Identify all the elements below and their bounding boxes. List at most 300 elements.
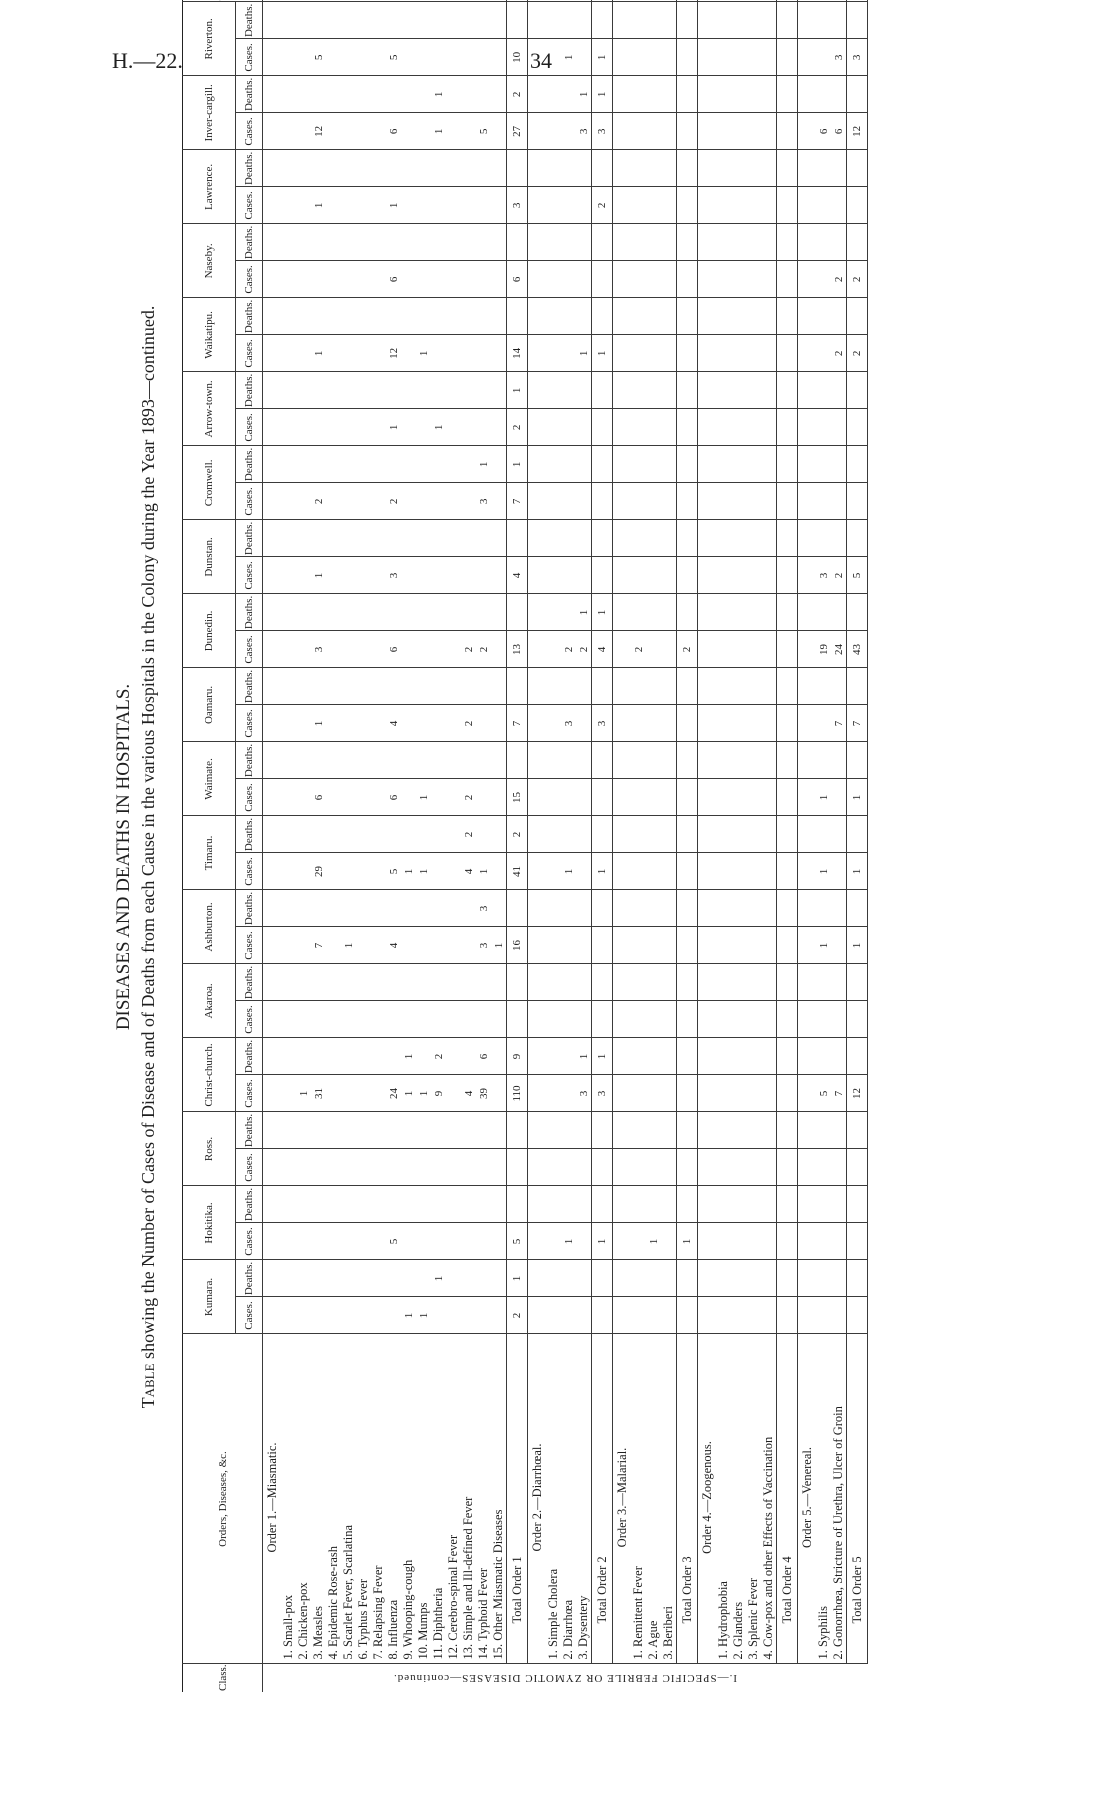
deaths-cell [311, 594, 326, 631]
total-cases-cell [816, 0, 831, 2]
cases-subheader [236, 409, 263, 446]
order-heading-row [528, 0, 547, 1692]
cases-cell [326, 483, 341, 520]
empty-cell [528, 1001, 547, 1038]
cases-cell [777, 187, 798, 224]
deaths-cell [592, 890, 613, 927]
deaths-cell [281, 742, 296, 779]
deaths-cell [561, 594, 576, 631]
cases-cell [677, 1001, 698, 1038]
cases-cell [847, 1297, 868, 1334]
cases-cell [431, 335, 446, 372]
deaths-cell [561, 76, 576, 113]
cases-cell [326, 705, 341, 742]
deaths-subheader-text: Deaths. [243, 743, 255, 778]
deaths-cell [491, 2, 507, 39]
cases-cell [281, 1149, 296, 1186]
empty-cell [798, 594, 817, 631]
deaths-cell [561, 890, 576, 927]
cases-cell [777, 483, 798, 520]
empty-cell [698, 779, 717, 816]
cases-cell [431, 39, 446, 76]
row-label: 2. Diarrhœa [561, 1334, 576, 1664]
hospital-header [183, 964, 236, 1038]
empty-cell [698, 2, 717, 39]
deaths-cell [386, 150, 401, 187]
cases-cell [341, 187, 356, 224]
row-label: Total Order 4 [777, 1334, 798, 1664]
deaths-cell [816, 224, 831, 261]
cases-cell [576, 409, 592, 446]
empty-cell [528, 113, 547, 150]
cases-cell [341, 705, 356, 742]
deaths-cell [716, 1038, 731, 1075]
deaths-cell: 1 [592, 1038, 613, 1075]
deaths-cell [431, 298, 446, 335]
empty-cell [613, 224, 632, 261]
deaths-cell [677, 594, 698, 631]
deaths-cell [507, 1112, 528, 1149]
deaths-cell [311, 520, 326, 557]
total-cases-cell [311, 0, 326, 2]
hospital-header-text: Timaru. [203, 835, 215, 871]
cases-cell [341, 1297, 356, 1334]
deaths-cell [661, 372, 677, 409]
deaths-cell [446, 1186, 461, 1223]
deaths-cell [461, 890, 476, 927]
deaths-cell [731, 964, 746, 1001]
deaths-cell [281, 594, 296, 631]
cases-cell [731, 1297, 746, 1334]
cases-cell [461, 335, 476, 372]
cases-cell: 3 [476, 483, 491, 520]
deaths-subheader-text: Deaths. [243, 595, 255, 630]
cases-cell [746, 1075, 761, 1112]
empty-cell [798, 1297, 817, 1334]
cases-cell: 4 [386, 927, 401, 964]
deaths-cell [716, 1260, 731, 1297]
cases-cell: 1 [341, 927, 356, 964]
deaths-cell [646, 964, 661, 1001]
deaths-cell: 9 [507, 1038, 528, 1075]
cases-cell [326, 335, 341, 372]
deaths-cell [341, 1112, 356, 1149]
deaths-subheader-text: Deaths. [243, 1113, 255, 1148]
cases-cell [546, 779, 561, 816]
deaths-cell [281, 372, 296, 409]
cases-cell [341, 1075, 356, 1112]
deaths-cell [576, 372, 592, 409]
deaths-cell [461, 1186, 476, 1223]
empty-cell [263, 631, 282, 668]
cases-cell [661, 187, 677, 224]
hospital-header-text: Naseby. [203, 243, 215, 279]
deaths-cell [746, 668, 761, 705]
cases-cell [341, 557, 356, 594]
cases-cell [431, 705, 446, 742]
cases-cell [446, 335, 461, 372]
empty-cell [798, 335, 817, 372]
deaths-cell [576, 1112, 592, 1149]
deaths-cell [416, 76, 431, 113]
deaths-cell [416, 1260, 431, 1297]
empty-cell [698, 372, 717, 409]
deaths-cell [631, 1038, 646, 1075]
deaths-cell [631, 520, 646, 557]
cases-cell: 5 [386, 39, 401, 76]
deaths-cell [416, 964, 431, 1001]
cases-cell: 7 [507, 483, 528, 520]
cases-cell [416, 261, 431, 298]
cases-cell [661, 1001, 677, 1038]
deaths-cell [761, 372, 777, 409]
cases-cell: 1 [561, 853, 576, 890]
deaths-cell [431, 2, 446, 39]
deaths-cell [296, 1112, 311, 1149]
empty-cell [528, 964, 547, 1001]
deaths-cell [371, 668, 386, 705]
empty-cell [698, 742, 717, 779]
deaths-cell [431, 890, 446, 927]
deaths-cell [461, 742, 476, 779]
cases-cell [461, 261, 476, 298]
deaths-cell [746, 1112, 761, 1149]
deaths-cell [847, 1186, 868, 1223]
cases-cell: 6 [386, 113, 401, 150]
cases-cell [546, 335, 561, 372]
cases-cell [341, 483, 356, 520]
cases-cell [661, 853, 677, 890]
cases-cell: 3 [561, 705, 576, 742]
cases-cell [401, 39, 416, 76]
cases-cell [446, 1075, 461, 1112]
deaths-cell [816, 298, 831, 335]
cases-subheader-text: Cases. [243, 339, 255, 368]
cases-cell [326, 1223, 341, 1260]
cases-subheader-text: Cases. [243, 1301, 255, 1330]
deaths-cell [847, 816, 868, 853]
cases-cell [761, 779, 777, 816]
cases-cell [646, 187, 661, 224]
deaths-cell [491, 594, 507, 631]
deaths-cell [847, 594, 868, 631]
order-total-row [592, 0, 613, 1692]
deaths-cell [476, 742, 491, 779]
deaths-cell [281, 298, 296, 335]
cases-cell: 7 [831, 705, 847, 742]
cases-cell [356, 1075, 371, 1112]
empty-cell [798, 409, 817, 446]
deaths-cell [646, 2, 661, 39]
deaths-cell [446, 224, 461, 261]
deaths-cell [831, 890, 847, 927]
cases-cell [281, 409, 296, 446]
empty-cell [798, 742, 817, 779]
cases-cell [326, 1001, 341, 1038]
order-total-row [777, 0, 798, 1692]
cases-cell: 1 [401, 1297, 416, 1334]
empty-cell [528, 779, 547, 816]
cases-cell [731, 187, 746, 224]
empty-cell [263, 853, 282, 890]
cases-cell [356, 1001, 371, 1038]
cases-subheader-text: Cases. [243, 265, 255, 294]
deaths-cell [356, 150, 371, 187]
deaths-cell [777, 372, 798, 409]
deaths-cell [677, 668, 698, 705]
deaths-cell [476, 964, 491, 1001]
empty-cell [613, 1223, 632, 1260]
deaths-cell [777, 742, 798, 779]
deaths-subheader-text: Deaths. [243, 373, 255, 408]
cases-cell: 2 [847, 335, 868, 372]
empty-cell [263, 594, 282, 631]
deaths-cell [311, 76, 326, 113]
cases-cell [446, 631, 461, 668]
deaths-cell [476, 224, 491, 261]
deaths-cell [281, 816, 296, 853]
cases-cell [296, 335, 311, 372]
hospital-header-text: Christ-church. [203, 1043, 215, 1107]
deaths-cell [731, 372, 746, 409]
deaths-cell [561, 446, 576, 483]
cases-cell [746, 779, 761, 816]
deaths-cell [461, 224, 476, 261]
cases-cell [716, 335, 731, 372]
deaths-cell [661, 816, 677, 853]
deaths-cell [661, 1260, 677, 1297]
cases-cell [356, 483, 371, 520]
cases-cell [371, 927, 386, 964]
deaths-cell [461, 298, 476, 335]
row-label: 1. Syphilis [816, 1334, 831, 1664]
deaths-cell [296, 816, 311, 853]
cases-cell: 4 [592, 631, 613, 668]
empty-cell [528, 631, 547, 668]
cases-cell: 2 [831, 335, 847, 372]
cases-cell [401, 779, 416, 816]
deaths-cell [476, 520, 491, 557]
cases-cell: 13 [507, 631, 528, 668]
cases-subheader [236, 1297, 263, 1334]
deaths-cell [431, 742, 446, 779]
deaths-cell [326, 150, 341, 187]
deaths-cell [847, 1038, 868, 1075]
deaths-cell [816, 816, 831, 853]
deaths-cell [311, 1112, 326, 1149]
deaths-cell: 1 [431, 76, 446, 113]
cases-cell [311, 1223, 326, 1260]
cases-cell [777, 335, 798, 372]
cases-cell [491, 483, 507, 520]
deaths-cell: 6 [476, 1038, 491, 1075]
cases-cell [546, 187, 561, 224]
deaths-cell [431, 224, 446, 261]
deaths-cell [371, 372, 386, 409]
deaths-cell [401, 372, 416, 409]
cases-cell [446, 187, 461, 224]
empty-cell [698, 39, 717, 76]
deaths-subheader [236, 520, 263, 557]
deaths-cell [561, 1260, 576, 1297]
deaths-cell [476, 668, 491, 705]
cases-cell [746, 1297, 761, 1334]
deaths-cell [576, 890, 592, 927]
cases-cell [761, 705, 777, 742]
row-label: 1. Small-pox [281, 1334, 296, 1664]
cases-cell: 5 [507, 1223, 528, 1260]
total-cases-cell [831, 0, 847, 2]
title-line-1: DISEASES AND DEATHS IN HOSPITALS. [113, 683, 134, 1031]
deaths-cell [311, 1260, 326, 1297]
empty-cell [613, 39, 632, 76]
deaths-cell [296, 446, 311, 483]
deaths-cell [677, 742, 698, 779]
deaths-cell [661, 964, 677, 1001]
deaths-cell [416, 372, 431, 409]
deaths-cell [491, 372, 507, 409]
deaths-cell [847, 298, 868, 335]
empty-cell [698, 890, 717, 927]
deaths-cell [386, 668, 401, 705]
deaths-subheader-text: Deaths. [243, 3, 255, 38]
deaths-cell [386, 520, 401, 557]
cases-cell: 7 [507, 705, 528, 742]
order-total-row [677, 0, 698, 1692]
deaths-cell [507, 890, 528, 927]
deaths-cell [716, 1186, 731, 1223]
cases-cell [716, 557, 731, 594]
cases-cell [592, 1001, 613, 1038]
cases-cell: 3 [592, 705, 613, 742]
cases-cell [446, 113, 461, 150]
deaths-cell [546, 1260, 561, 1297]
cases-cell [326, 261, 341, 298]
deaths-cell [777, 2, 798, 39]
empty-cell [613, 2, 632, 39]
deaths-cell [631, 150, 646, 187]
deaths-cell [646, 520, 661, 557]
deaths-cell [491, 1112, 507, 1149]
cases-cell [446, 409, 461, 446]
cases-cell [431, 557, 446, 594]
cases-cell [491, 557, 507, 594]
total-cases-cell [386, 0, 401, 2]
deaths-cell [401, 890, 416, 927]
empty-cell [798, 557, 817, 594]
empty-cell [798, 1186, 817, 1223]
cases-cell [716, 187, 731, 224]
empty-cell [263, 1001, 282, 1038]
cases-cell [401, 705, 416, 742]
cases-cell: 2 [831, 261, 847, 298]
cases-cell [371, 1149, 386, 1186]
hospital-header-text: Dunedin. [203, 610, 215, 652]
deaths-cell [746, 224, 761, 261]
deaths-cell [592, 742, 613, 779]
hospital-header-text: Dunstan. [203, 537, 215, 577]
total-cases-cell [746, 0, 761, 2]
deaths-subheader [236, 150, 263, 187]
deaths-cell [831, 372, 847, 409]
deaths-cell [341, 964, 356, 1001]
deaths-cell [816, 520, 831, 557]
deaths-cell [576, 2, 592, 39]
deaths-cell [731, 890, 746, 927]
cases-cell [561, 261, 576, 298]
deaths-cell [416, 1186, 431, 1223]
empty-cell [528, 594, 547, 631]
deaths-cell [311, 816, 326, 853]
cases-cell [716, 39, 731, 76]
cases-cell [281, 631, 296, 668]
cases-cell [546, 1223, 561, 1260]
deaths-cell [296, 298, 311, 335]
deaths-cell [576, 668, 592, 705]
cases-cell [281, 1075, 296, 1112]
cases-cell [371, 631, 386, 668]
cases-cell [461, 1223, 476, 1260]
cases-cell [631, 1297, 646, 1334]
deaths-cell [281, 1038, 296, 1075]
deaths-cell [326, 446, 341, 483]
deaths-cell [646, 372, 661, 409]
hospital-header-text: Ashburton. [203, 902, 215, 952]
deaths-cell [677, 816, 698, 853]
deaths-cell [646, 816, 661, 853]
empty-cell [528, 409, 547, 446]
deaths-cell [491, 742, 507, 779]
cases-cell [631, 1075, 646, 1112]
deaths-cell [576, 150, 592, 187]
deaths-cell [446, 298, 461, 335]
cases-cell [416, 927, 431, 964]
empty-cell [528, 224, 547, 261]
deaths-cell [446, 742, 461, 779]
cases-cell [356, 187, 371, 224]
cases-cell: 2 [631, 631, 646, 668]
deaths-cell [296, 224, 311, 261]
cases-cell [281, 853, 296, 890]
deaths-cell [311, 668, 326, 705]
cases-cell [416, 705, 431, 742]
cases-cell [281, 113, 296, 150]
cases-cell [296, 853, 311, 890]
deaths-cell [716, 150, 731, 187]
deaths-cell [576, 816, 592, 853]
cases-cell: 3 [576, 1075, 592, 1112]
cases-cell [326, 39, 341, 76]
empty-cell [798, 2, 817, 39]
empty-cell [698, 483, 717, 520]
deaths-cell [646, 1260, 661, 1297]
deaths-cell [731, 668, 746, 705]
deaths-cell [761, 1186, 777, 1223]
deaths-subheader-text: Deaths. [243, 521, 255, 556]
row-label: 13. Simple and Ill-defined Fever [461, 1334, 476, 1664]
empty-cell [698, 816, 717, 853]
cases-cell [677, 779, 698, 816]
deaths-cell [386, 1260, 401, 1297]
empty-cell [698, 1223, 717, 1260]
empty-cell [613, 742, 632, 779]
deaths-cell [816, 1038, 831, 1075]
deaths-cell [546, 964, 561, 1001]
empty-cell [613, 298, 632, 335]
deaths-cell [847, 2, 868, 39]
deaths-cell [847, 372, 868, 409]
deaths-cell [416, 594, 431, 631]
